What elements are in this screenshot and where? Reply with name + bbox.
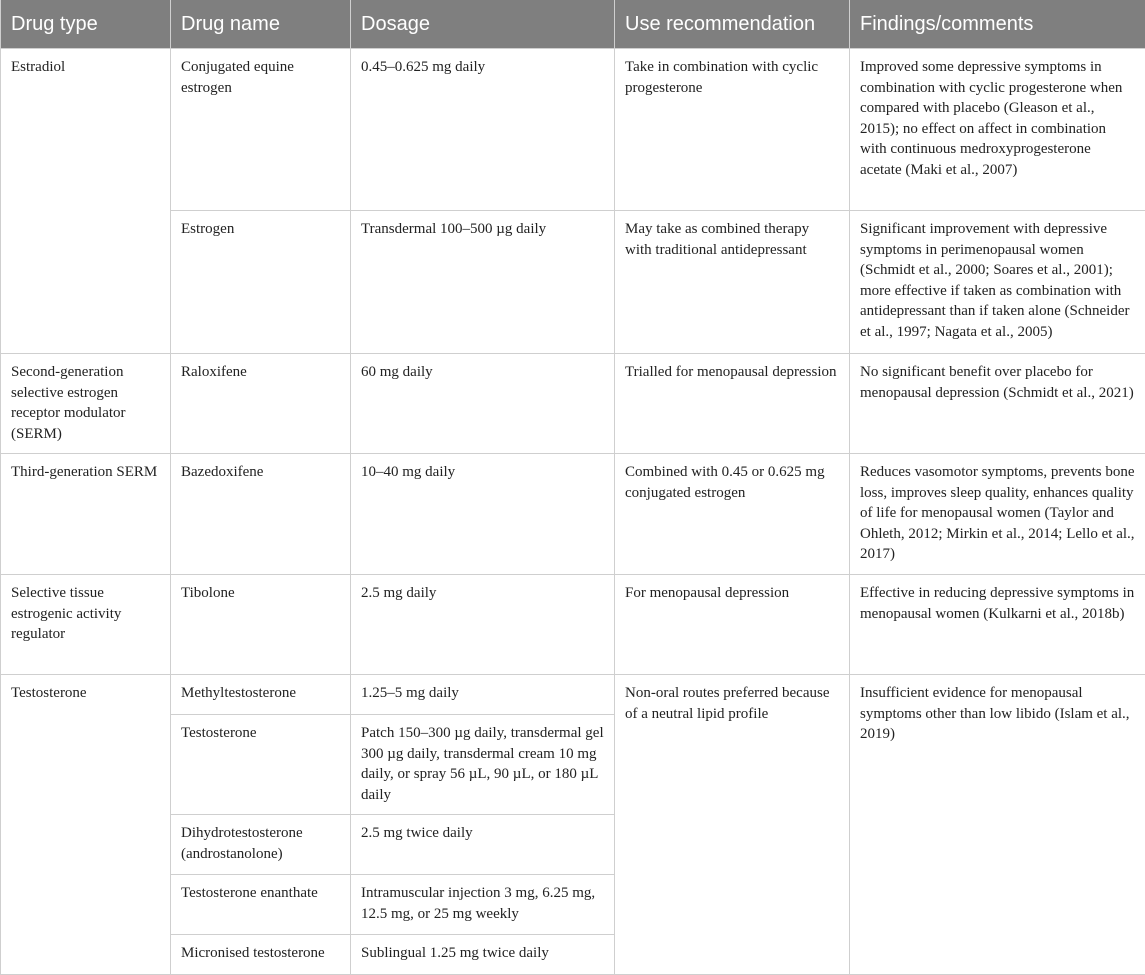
findings-cell: Improved some depressive symptoms in combination with cyclic progesterone when compared with placebo (Gleason et al., 2015); no effect on affect in combination with continuous medroxyprogesterone acetate (Maki et al., 2007)	[850, 49, 1145, 211]
dosage-cell: Patch 150–300 µg daily, transdermal gel 300 µg daily, transdermal cream 10 mg daily, or spray 56 µL, 90 µL, or 180 µL daily	[351, 715, 615, 815]
dosage-cell: 2.5 mg twice daily	[351, 815, 615, 875]
dosage-cell: 2.5 mg daily	[351, 575, 615, 675]
drug-name-cell: Dihydrotestosterone (androstanolone)	[171, 815, 351, 875]
findings-cell: No significant benefit over placebo for menopausal depression (Schmidt et al., 2021)	[850, 354, 1145, 454]
header-findings: Findings/comments	[850, 0, 1145, 49]
table-row	[1, 454, 1145, 575]
use-cell: Trialled for menopausal depression	[615, 354, 850, 454]
drug-name-cell: Micronised testosterone	[171, 935, 351, 975]
header-dosage: Dosage	[351, 0, 615, 49]
drug-type-cell: Selective tissue estrogenic activity regulator	[1, 575, 171, 675]
use-cell: May take as combined therapy with traditional antidepressant	[615, 211, 850, 354]
use-cell: For menopausal depression	[615, 575, 850, 675]
use-cell: Take in combination with cyclic progesterone	[615, 49, 850, 211]
drug-type-cell: Estradiol	[1, 49, 171, 354]
header-row	[1, 0, 1145, 49]
header-drug-type: Drug type	[1, 0, 171, 49]
table-row	[1, 354, 1145, 454]
findings-cell: Reduces vasomotor symptoms, prevents bone loss, improves sleep quality, enhances quality of life for menopausal women (Taylor and Ohleth, 2012; Mirkin et al., 2014; Lello et al., 2017)	[850, 454, 1145, 575]
drug-name-cell: Tibolone	[171, 575, 351, 675]
drug-name-cell: Testosterone	[171, 715, 351, 815]
header-use-recommendation: Use recommendation	[615, 0, 850, 49]
dosage-cell: 10–40 mg daily	[351, 454, 615, 575]
dosage-cell: Intramuscular injection 3 mg, 6.25 mg, 12.5 mg, or 25 mg weekly	[351, 875, 615, 935]
drug-name-cell: Methyltestosterone	[171, 675, 351, 715]
drug-name-cell: Conjugated equine estrogen	[171, 49, 351, 211]
table-row	[1, 575, 1145, 675]
drug-type-cell: Testosterone	[1, 675, 171, 975]
drug-name-cell: Testosterone enanthate	[171, 875, 351, 935]
use-cell: Non-oral routes preferred because of a neutral lipid profile	[615, 675, 850, 975]
findings-cell: Insufficient evidence for menopausal symptoms other than low libido (Islam et al., 2019)	[850, 675, 1145, 975]
dosage-cell: Transdermal 100–500 µg daily	[351, 211, 615, 354]
drug-name-cell: Raloxifene	[171, 354, 351, 454]
table-row	[1, 49, 1145, 211]
drug-type-cell: Third-generation SERM	[1, 454, 171, 575]
header-drug-name: Drug name	[171, 0, 351, 49]
dosage-cell: 60 mg daily	[351, 354, 615, 454]
dosage-cell: Sublingual 1.25 mg twice daily	[351, 935, 615, 975]
findings-cell: Significant improvement with depressive symptoms in perimenopausal women (Schmidt et al., 2000; Soares et al., 2001); more effective if taken as combination with antidepressant than if taken alone (Schneider et al., 1997; Nagata et al., 2005)	[850, 211, 1145, 354]
findings-cell: Effective in reducing depressive symptoms in menopausal women (Kulkarni et al., 2018b)	[850, 575, 1145, 675]
dosage-cell: 0.45–0.625 mg daily	[351, 49, 615, 211]
drug-type-cell: Second-generation selective estrogen receptor modulator (SERM)	[1, 354, 171, 454]
table-row	[1, 211, 1145, 354]
use-cell: Combined with 0.45 or 0.625 mg conjugated estrogen	[615, 454, 850, 575]
dosage-cell: 1.25–5 mg daily	[351, 675, 615, 715]
drug-name-cell: Estrogen	[171, 211, 351, 354]
table-row	[1, 675, 1145, 715]
drug-name-cell: Bazedoxifene	[171, 454, 351, 575]
